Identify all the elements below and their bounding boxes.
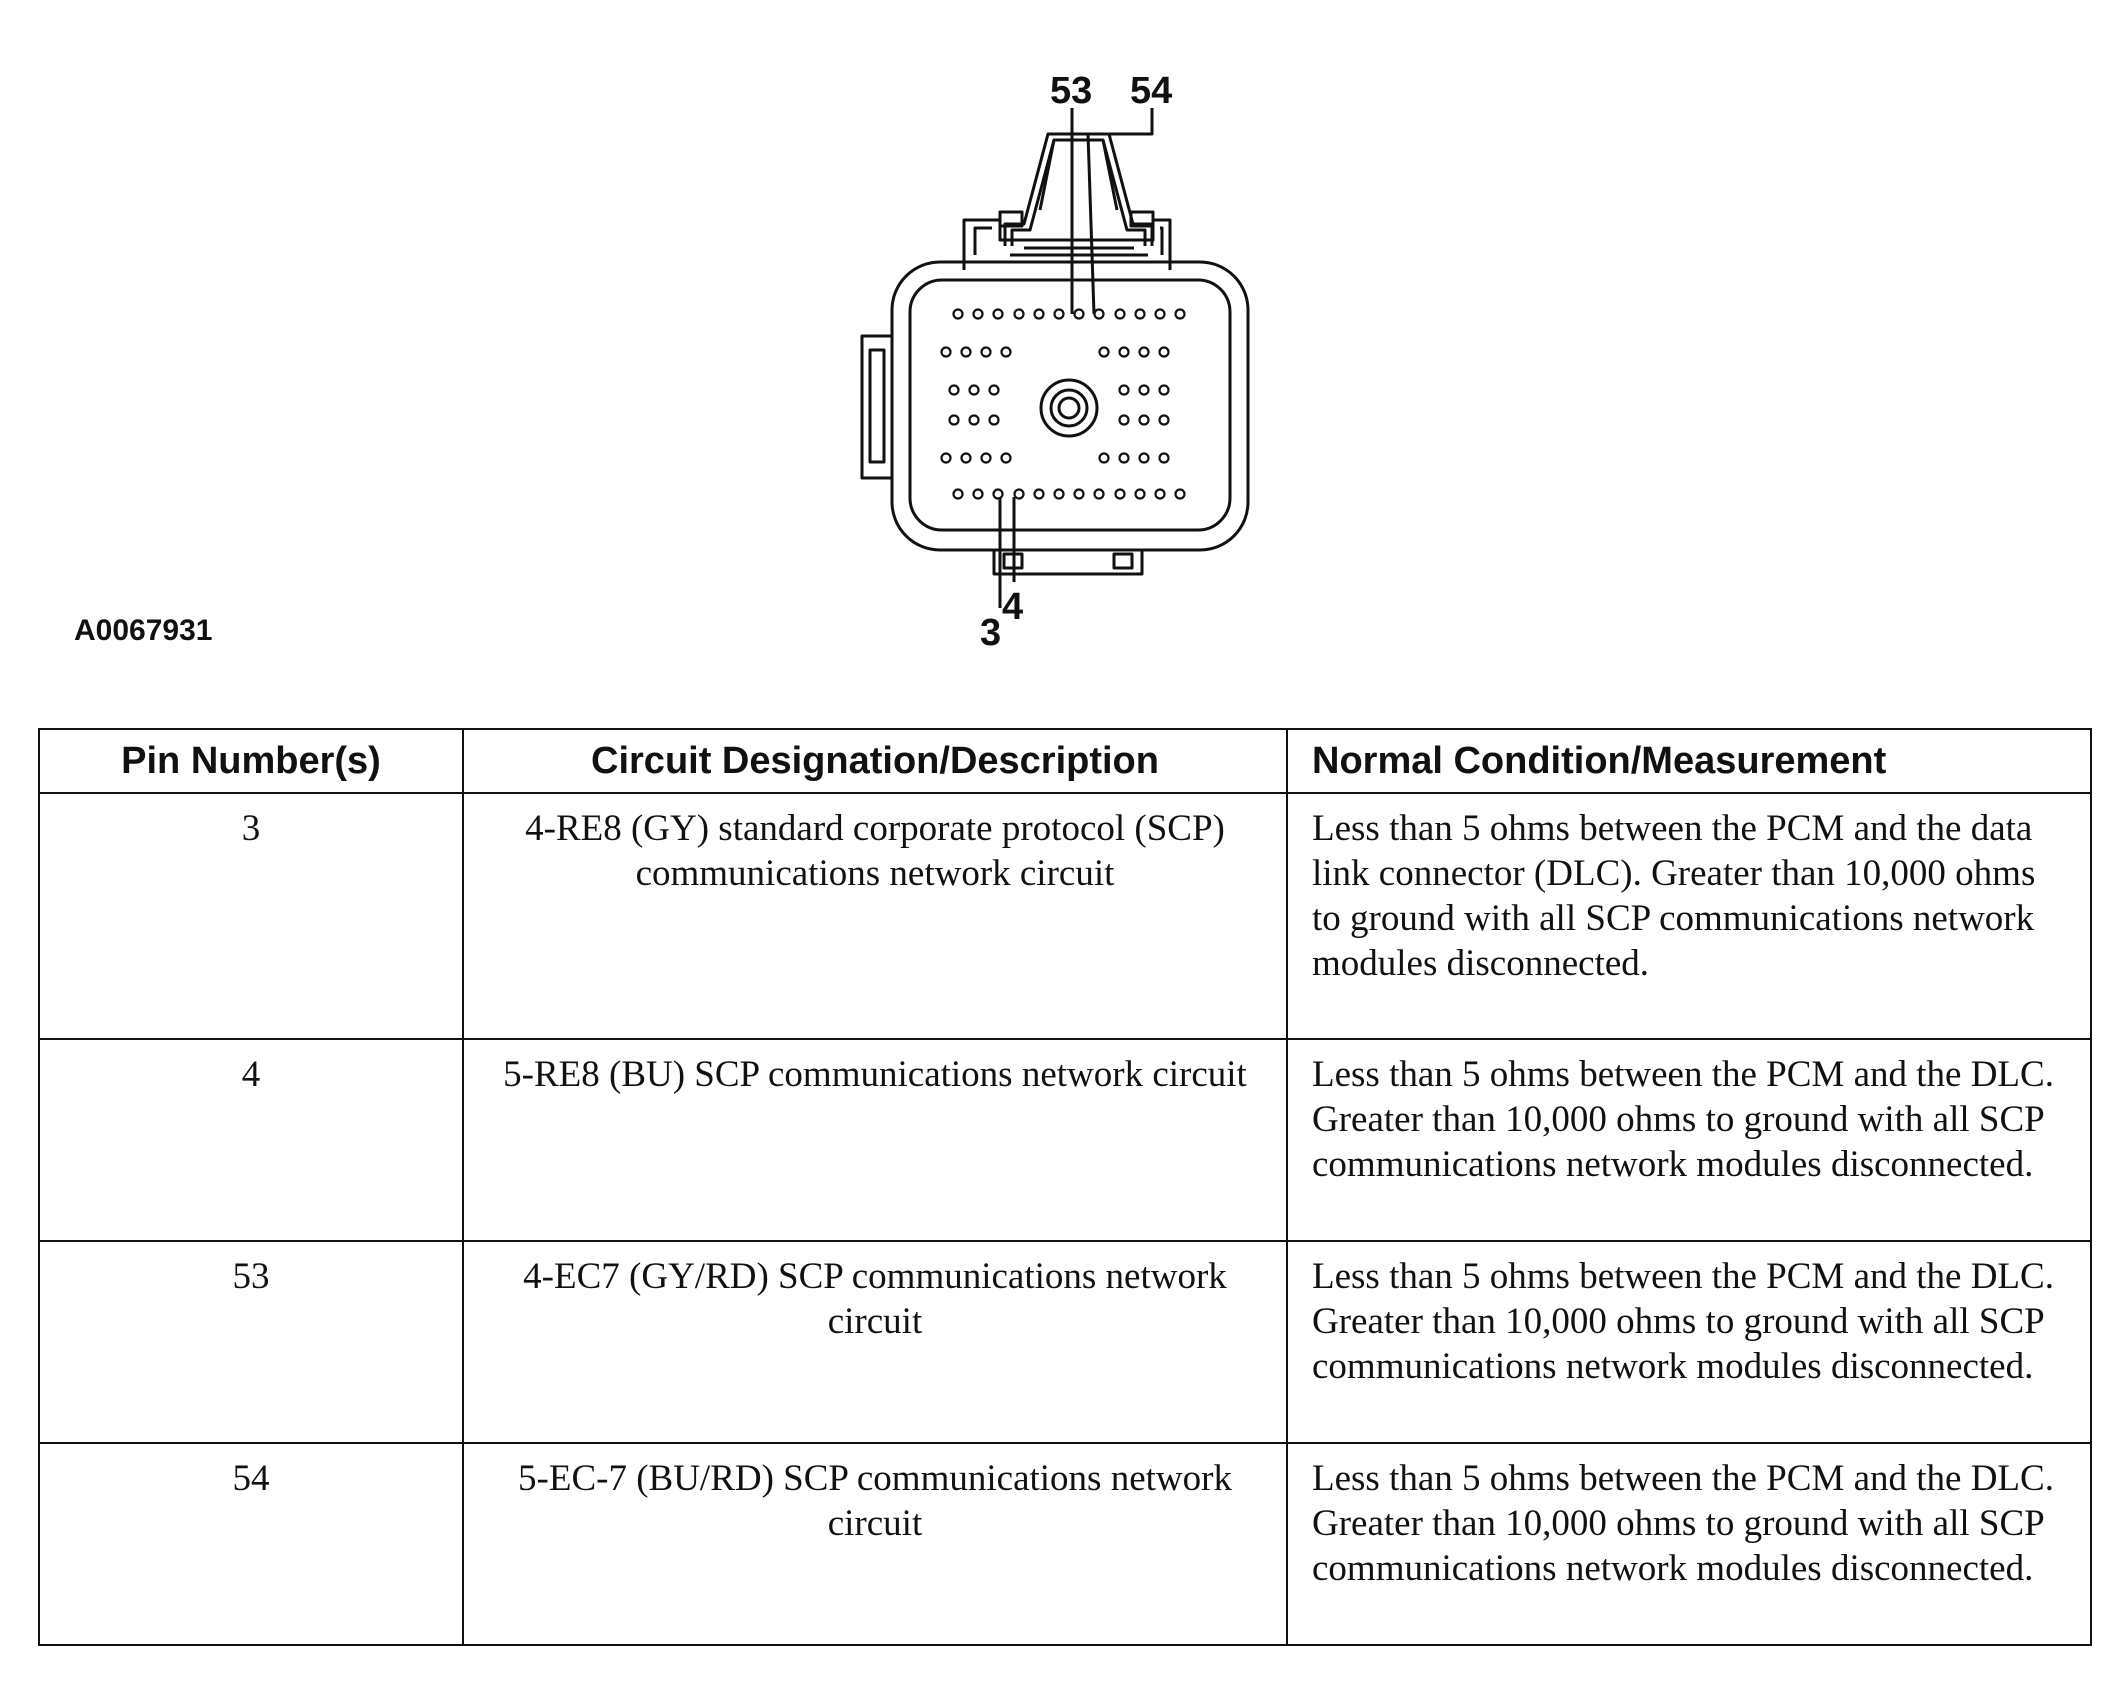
measurement-cell: Less than 5 ohms between the PCM and the data link connector (DLC). Greater than 10,000 ohms to ground with all SCP communications network modules disconnected. [1287,793,2091,1039]
pin-cavity [950,386,959,395]
circuit-cell: 4-RE8 (GY) standard corporate protocol (SCP) communications network circuit [463,793,1287,1039]
pin-cavity [970,386,979,395]
pin-cavities [942,310,1185,499]
pin-cavity [954,490,963,499]
pin-cavity [990,386,999,395]
circuit-cell: 5-EC-7 (BU/RD) SCP communications network circuit [463,1443,1287,1645]
callout-leaders [1000,108,1152,608]
pin-number-cell: 53 [39,1241,463,1443]
pin-cavity [1100,348,1109,357]
pin-cavity [1160,348,1169,357]
pin-number-cell: 3 [39,793,463,1039]
pin-cavity [1156,310,1165,319]
pin-cavity [954,310,963,319]
pin-cavity [962,454,971,463]
header-pin-number: Pin Number(s) [39,729,463,793]
connector-side-tab [862,336,892,478]
pin-cavity [1075,490,1084,499]
connector-bottom-tab [994,550,1142,574]
pin-cavity [1095,310,1104,319]
measurement-cell: Less than 5 ohms between the PCM and the DLC. Greater than 10,000 ohms to ground with all SCP communications network modules disconnected. [1287,1443,2091,1645]
callout-54: 54 [1130,70,1173,112]
pin-cavity [1136,490,1145,499]
pin-cavity [1160,454,1169,463]
pin-cavity [1160,386,1169,395]
pin-cavity [1015,310,1024,319]
pin-cavity [1140,348,1149,357]
connector-guide-post [1041,380,1097,436]
figure-id: A0067931 [74,614,213,647]
pin-number-cell: 4 [39,1039,463,1241]
pin-cavity [942,348,951,357]
connector-outer-shell [892,262,1248,550]
pin-cavity [1116,490,1125,499]
pin-cavity [1140,454,1149,463]
pin-cavity [962,348,971,357]
pin-cavity [990,416,999,425]
pin-cavity [994,310,1003,319]
pin-table [38,728,2092,1646]
table-row [39,1241,2091,1443]
pin-cavity [1015,490,1024,499]
pin-cavity [974,490,983,499]
pin-number-cell: 54 [39,1443,463,1645]
measurement-cell: Less than 5 ohms between the PCM and the DLC. Greater than 10,000 ohms to ground with all SCP communications network modules disconnected. [1287,1039,2091,1241]
measurement-cell: Less than 5 ohms between the PCM and the DLC. Greater than 10,000 ohms to ground with all SCP communications network modules disconnected. [1287,1241,2091,1443]
pin-cavity [1156,490,1165,499]
connector-figure [0,0,2124,700]
pin-cavity [1120,348,1129,357]
pin-cavity [982,348,991,357]
header-circuit: Circuit Designation/Description [463,729,1287,793]
pin-cavity [1120,416,1129,425]
circuit-cell: 5-RE8 (BU) SCP communications network circuit [463,1039,1287,1241]
pin-cavity [942,454,951,463]
pin-cavity [1035,490,1044,499]
pin-cavity [1136,310,1145,319]
callout-3: 3 [980,612,1002,654]
table-header-row [39,729,2091,793]
pin-cavity [1116,310,1125,319]
pin-cavity [1160,416,1169,425]
pin-cavity [1055,490,1064,499]
pin-cavity [950,416,959,425]
connector-latch [1000,134,1153,246]
pin-cavity [1055,310,1064,319]
pin-cavity [1095,490,1104,499]
callout-4: 4 [1002,586,1024,628]
pin-cavity [1176,490,1185,499]
table-row [39,793,2091,1039]
pin-cavity [1176,310,1185,319]
pin-cavity [1120,386,1129,395]
circuit-cell: 4-EC7 (GY/RD) SCP communications network circuit [463,1241,1287,1443]
pin-cavity [974,310,983,319]
pin-cavity [1140,386,1149,395]
pin-cavity [1002,348,1011,357]
pin-cavity [970,416,979,425]
pin-cavity [1002,454,1011,463]
header-measurement: Normal Condition/Measurement [1287,729,2091,793]
table-row [39,1039,2091,1241]
pin-cavity [1100,454,1109,463]
callout-53: 53 [1050,70,1093,112]
pin-cavity [1075,310,1084,319]
table-row [39,1443,2091,1645]
pin-cavity [1035,310,1044,319]
pin-cavity [982,454,991,463]
pin-cavity [1140,416,1149,425]
pin-cavity [1120,454,1129,463]
